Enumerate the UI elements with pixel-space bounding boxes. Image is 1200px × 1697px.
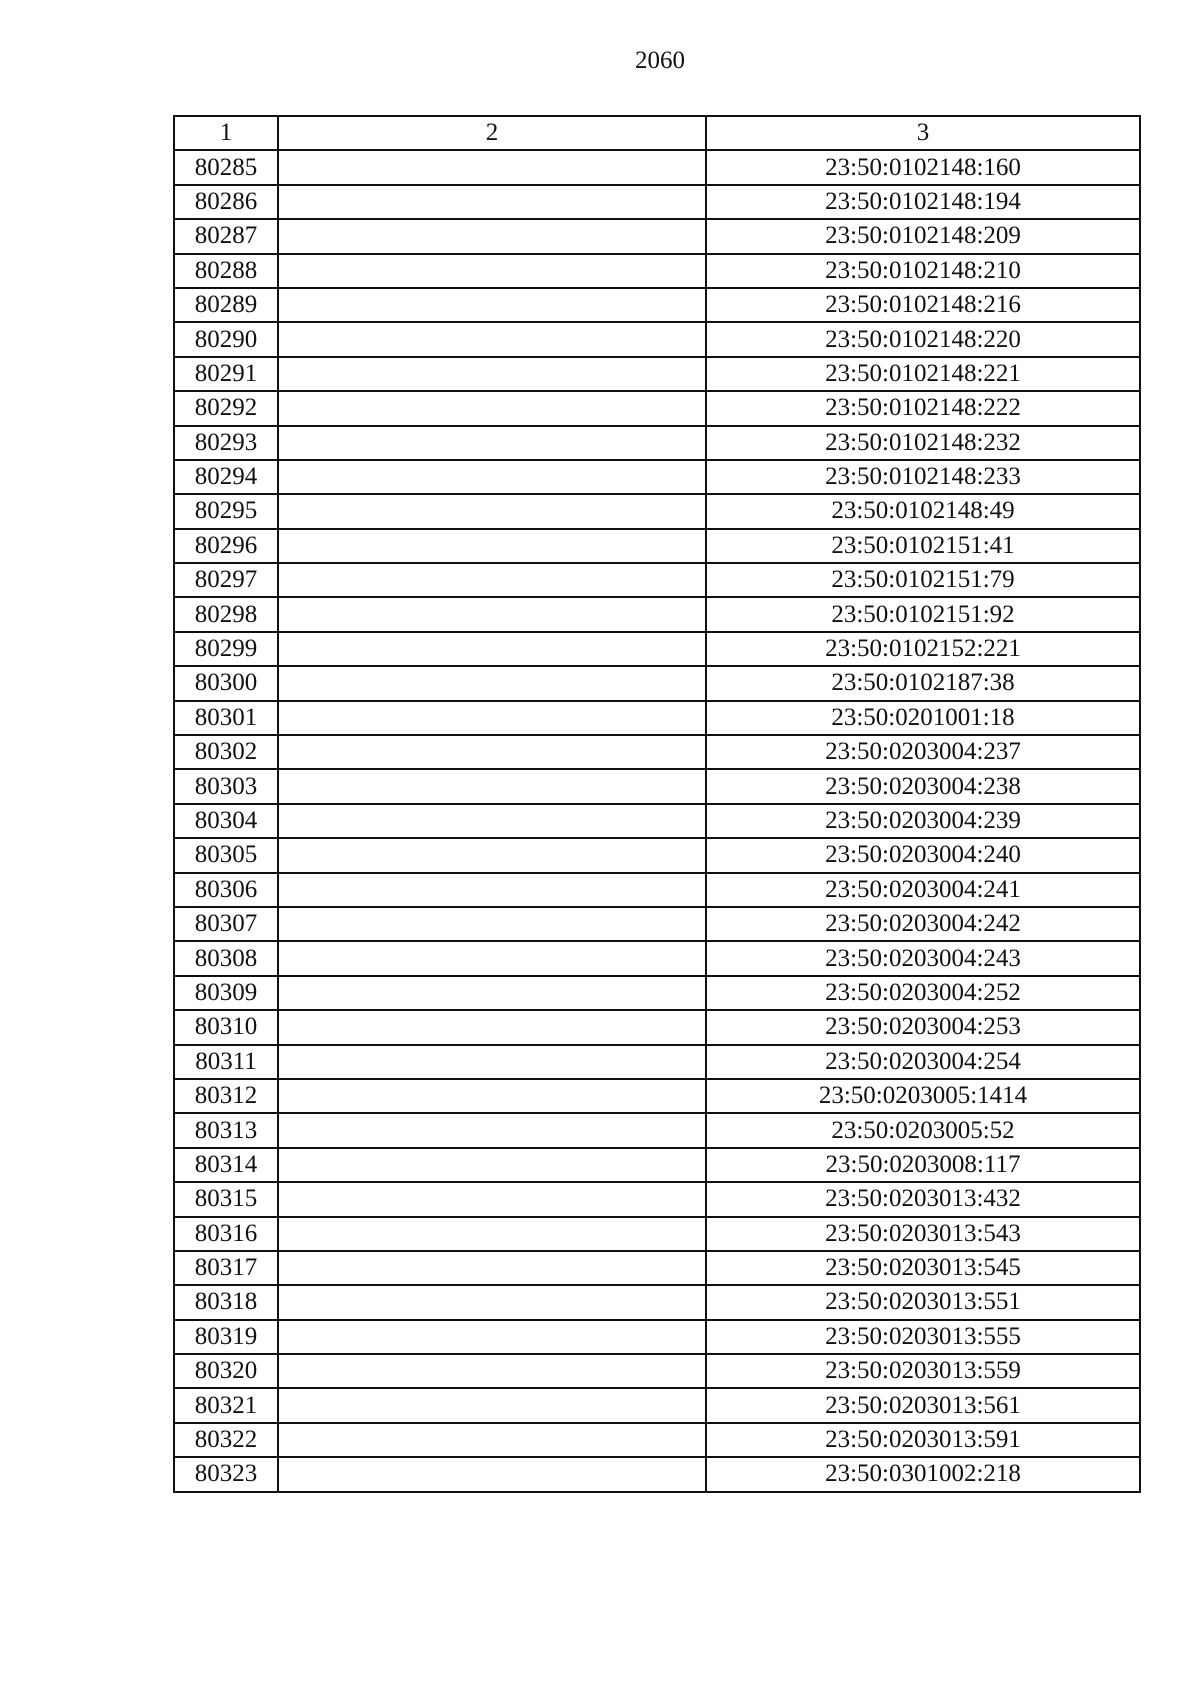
- row-name-cell: [278, 1251, 706, 1285]
- table-row: [174, 701, 1140, 735]
- row-number-cell: 80287: [174, 219, 278, 253]
- cadastral-number-cell: 23:50:0203013:545: [706, 1251, 1140, 1285]
- row-name-cell: [278, 666, 706, 700]
- row-name-cell: [278, 907, 706, 941]
- row-number-cell: 80295: [174, 494, 278, 528]
- row-name-cell: [278, 1320, 706, 1354]
- row-number-cell: 80319: [174, 1320, 278, 1354]
- row-number-cell: 80311: [174, 1045, 278, 1079]
- row-name-cell: [278, 1217, 706, 1251]
- cadastral-number-cell: 23:50:0102148:160: [706, 150, 1140, 184]
- cadastral-number-cell: 23:50:0203013:591: [706, 1423, 1140, 1457]
- row-name-cell: [278, 1113, 706, 1147]
- row-name-cell: [278, 769, 706, 803]
- cadastral-number-cell: 23:50:0203013:543: [706, 1217, 1140, 1251]
- table-row: [174, 322, 1140, 356]
- row-number-cell: 80297: [174, 563, 278, 597]
- table-row: [174, 1217, 1140, 1251]
- cadastral-number-cell: 23:50:0203013:559: [706, 1354, 1140, 1388]
- table-row: [174, 1045, 1140, 1079]
- table-row: [174, 494, 1140, 528]
- row-number-cell: 80291: [174, 357, 278, 391]
- row-number-cell: 80320: [174, 1354, 278, 1388]
- cadastral-number-cell: 23:50:0102151:92: [706, 597, 1140, 631]
- row-number-cell: 80289: [174, 288, 278, 322]
- row-name-cell: [278, 838, 706, 872]
- table-row: [174, 1148, 1140, 1182]
- cadastral-number-cell: 23:50:0203004:241: [706, 873, 1140, 907]
- table-header-row: [174, 116, 1140, 150]
- table-row: [174, 976, 1140, 1010]
- row-number-cell: 80299: [174, 632, 278, 666]
- table-row: [174, 150, 1140, 184]
- row-name-cell: [278, 976, 706, 1010]
- table-row: [174, 1079, 1140, 1113]
- row-number-cell: 80294: [174, 460, 278, 494]
- row-name-cell: [278, 701, 706, 735]
- row-name-cell: [278, 529, 706, 563]
- table-row: [174, 907, 1140, 941]
- cadastral-number-cell: 23:50:0203004:239: [706, 804, 1140, 838]
- table-row: [174, 357, 1140, 391]
- cadastral-number-cell: 23:50:0203004:243: [706, 941, 1140, 975]
- cadastral-number-cell: 23:50:0102148:221: [706, 357, 1140, 391]
- table-row: [174, 769, 1140, 803]
- table-row: [174, 254, 1140, 288]
- row-number-cell: 80286: [174, 185, 278, 219]
- row-name-cell: [278, 1423, 706, 1457]
- row-number-cell: 80305: [174, 838, 278, 872]
- table-row: [174, 735, 1140, 769]
- row-number-cell: 80323: [174, 1457, 278, 1491]
- table-row: [174, 632, 1140, 666]
- cadastral-number-cell: 23:50:0102148:49: [706, 494, 1140, 528]
- table-row: [174, 597, 1140, 631]
- row-name-cell: [278, 735, 706, 769]
- row-number-cell: 80315: [174, 1182, 278, 1216]
- row-name-cell: [278, 1457, 706, 1491]
- row-number-cell: 80307: [174, 907, 278, 941]
- table-row: [174, 391, 1140, 425]
- cadastral-number-cell: 23:50:0203013:432: [706, 1182, 1140, 1216]
- row-number-cell: 80298: [174, 597, 278, 631]
- row-name-cell: [278, 494, 706, 528]
- cadastral-number-cell: 23:50:0203004:240: [706, 838, 1140, 872]
- cadastral-number-cell: 23:50:0203004:237: [706, 735, 1140, 769]
- row-name-cell: [278, 288, 706, 322]
- row-number-cell: 80317: [174, 1251, 278, 1285]
- row-number-cell: 80310: [174, 1010, 278, 1044]
- row-name-cell: [278, 426, 706, 460]
- row-number-cell: 80314: [174, 1148, 278, 1182]
- cadastral-number-cell: 23:50:0201001:18: [706, 701, 1140, 735]
- table-row: [174, 529, 1140, 563]
- table-row: [174, 288, 1140, 322]
- row-name-cell: [278, 322, 706, 356]
- table-row: [174, 426, 1140, 460]
- row-number-cell: 80288: [174, 254, 278, 288]
- row-name-cell: [278, 460, 706, 494]
- cadastral-number-cell: 23:50:0102152:221: [706, 632, 1140, 666]
- row-number-cell: 80318: [174, 1285, 278, 1319]
- row-number-cell: 80321: [174, 1388, 278, 1422]
- table-body: [174, 150, 1140, 1491]
- table-row: [174, 1354, 1140, 1388]
- row-name-cell: [278, 254, 706, 288]
- row-number-cell: 80293: [174, 426, 278, 460]
- cadastral-number-cell: 23:50:0203008:117: [706, 1148, 1140, 1182]
- column-header-3: 3: [706, 116, 1140, 150]
- table-row: [174, 219, 1140, 253]
- row-name-cell: [278, 1388, 706, 1422]
- row-name-cell: [278, 1148, 706, 1182]
- row-name-cell: [278, 357, 706, 391]
- table-row: [174, 1320, 1140, 1354]
- row-name-cell: [278, 1010, 706, 1044]
- row-name-cell: [278, 1285, 706, 1319]
- cadastral-number-cell: 23:50:0102151:79: [706, 563, 1140, 597]
- cadastral-number-cell: 23:50:0102187:38: [706, 666, 1140, 700]
- cadastral-number-cell: 23:50:0203004:253: [706, 1010, 1140, 1044]
- row-name-cell: [278, 873, 706, 907]
- row-name-cell: [278, 1182, 706, 1216]
- row-number-cell: 80301: [174, 701, 278, 735]
- row-number-cell: 80302: [174, 735, 278, 769]
- row-number-cell: 80316: [174, 1217, 278, 1251]
- row-number-cell: 80292: [174, 391, 278, 425]
- table-row: [174, 1388, 1140, 1422]
- row-number-cell: 80285: [174, 150, 278, 184]
- table-row: [174, 1423, 1140, 1457]
- column-header-2: 2: [278, 116, 706, 150]
- row-number-cell: 80300: [174, 666, 278, 700]
- table-row: [174, 1182, 1140, 1216]
- cadastral-number-cell: 23:50:0203004:242: [706, 907, 1140, 941]
- row-number-cell: 80304: [174, 804, 278, 838]
- cadastral-number-cell: 23:50:0102151:41: [706, 529, 1140, 563]
- table-row: [174, 1457, 1140, 1491]
- cadastral-number-cell: 23:50:0203005:52: [706, 1113, 1140, 1147]
- cadastral-number-cell: 23:50:0203013:551: [706, 1285, 1140, 1319]
- column-header-1: 1: [174, 116, 278, 150]
- row-name-cell: [278, 563, 706, 597]
- cadastral-number-cell: 23:50:0203004:238: [706, 769, 1140, 803]
- cadastral-number-cell: 23:50:0203013:561: [706, 1388, 1140, 1422]
- row-name-cell: [278, 185, 706, 219]
- row-name-cell: [278, 1079, 706, 1113]
- table-row: [174, 941, 1140, 975]
- table-row: [174, 1010, 1140, 1044]
- table-row: [174, 873, 1140, 907]
- table-row: [174, 666, 1140, 700]
- row-number-cell: 80309: [174, 976, 278, 1010]
- cadastral-number-cell: 23:50:0102148:233: [706, 460, 1140, 494]
- row-name-cell: [278, 1354, 706, 1388]
- cadastral-number-cell: 23:50:0203004:252: [706, 976, 1140, 1010]
- cadastral-table: [173, 115, 1141, 1493]
- table-row: [174, 460, 1140, 494]
- row-number-cell: 80296: [174, 529, 278, 563]
- cadastral-number-cell: 23:50:0102148:209: [706, 219, 1140, 253]
- row-name-cell: [278, 804, 706, 838]
- cadastral-number-cell: 23:50:0102148:210: [706, 254, 1140, 288]
- table-row: [174, 1251, 1140, 1285]
- row-number-cell: 80308: [174, 941, 278, 975]
- row-number-cell: 80312: [174, 1079, 278, 1113]
- table-row: [174, 563, 1140, 597]
- row-name-cell: [278, 632, 706, 666]
- table-row: [174, 185, 1140, 219]
- cadastral-number-cell: 23:50:0301002:218: [706, 1457, 1140, 1491]
- row-number-cell: 80313: [174, 1113, 278, 1147]
- row-number-cell: 80303: [174, 769, 278, 803]
- row-name-cell: [278, 597, 706, 631]
- table-row: [174, 1285, 1140, 1319]
- row-name-cell: [278, 150, 706, 184]
- row-name-cell: [278, 1045, 706, 1079]
- row-number-cell: 80306: [174, 873, 278, 907]
- table-row: [174, 1113, 1140, 1147]
- cadastral-number-cell: 23:50:0203004:254: [706, 1045, 1140, 1079]
- cadastral-number-cell: 23:50:0102148:216: [706, 288, 1140, 322]
- table-row: [174, 804, 1140, 838]
- cadastral-number-cell: 23:50:0203005:1414: [706, 1079, 1140, 1113]
- row-number-cell: 80322: [174, 1423, 278, 1457]
- row-name-cell: [278, 391, 706, 425]
- row-name-cell: [278, 219, 706, 253]
- cadastral-number-cell: 23:50:0102148:232: [706, 426, 1140, 460]
- cadastral-number-cell: 23:50:0102148:222: [706, 391, 1140, 425]
- row-number-cell: 80290: [174, 322, 278, 356]
- page-number: 2060: [635, 47, 685, 74]
- row-name-cell: [278, 941, 706, 975]
- cadastral-number-cell: 23:50:0102148:194: [706, 185, 1140, 219]
- cadastral-number-cell: 23:50:0102148:220: [706, 322, 1140, 356]
- table-row: [174, 838, 1140, 872]
- cadastral-number-cell: 23:50:0203013:555: [706, 1320, 1140, 1354]
